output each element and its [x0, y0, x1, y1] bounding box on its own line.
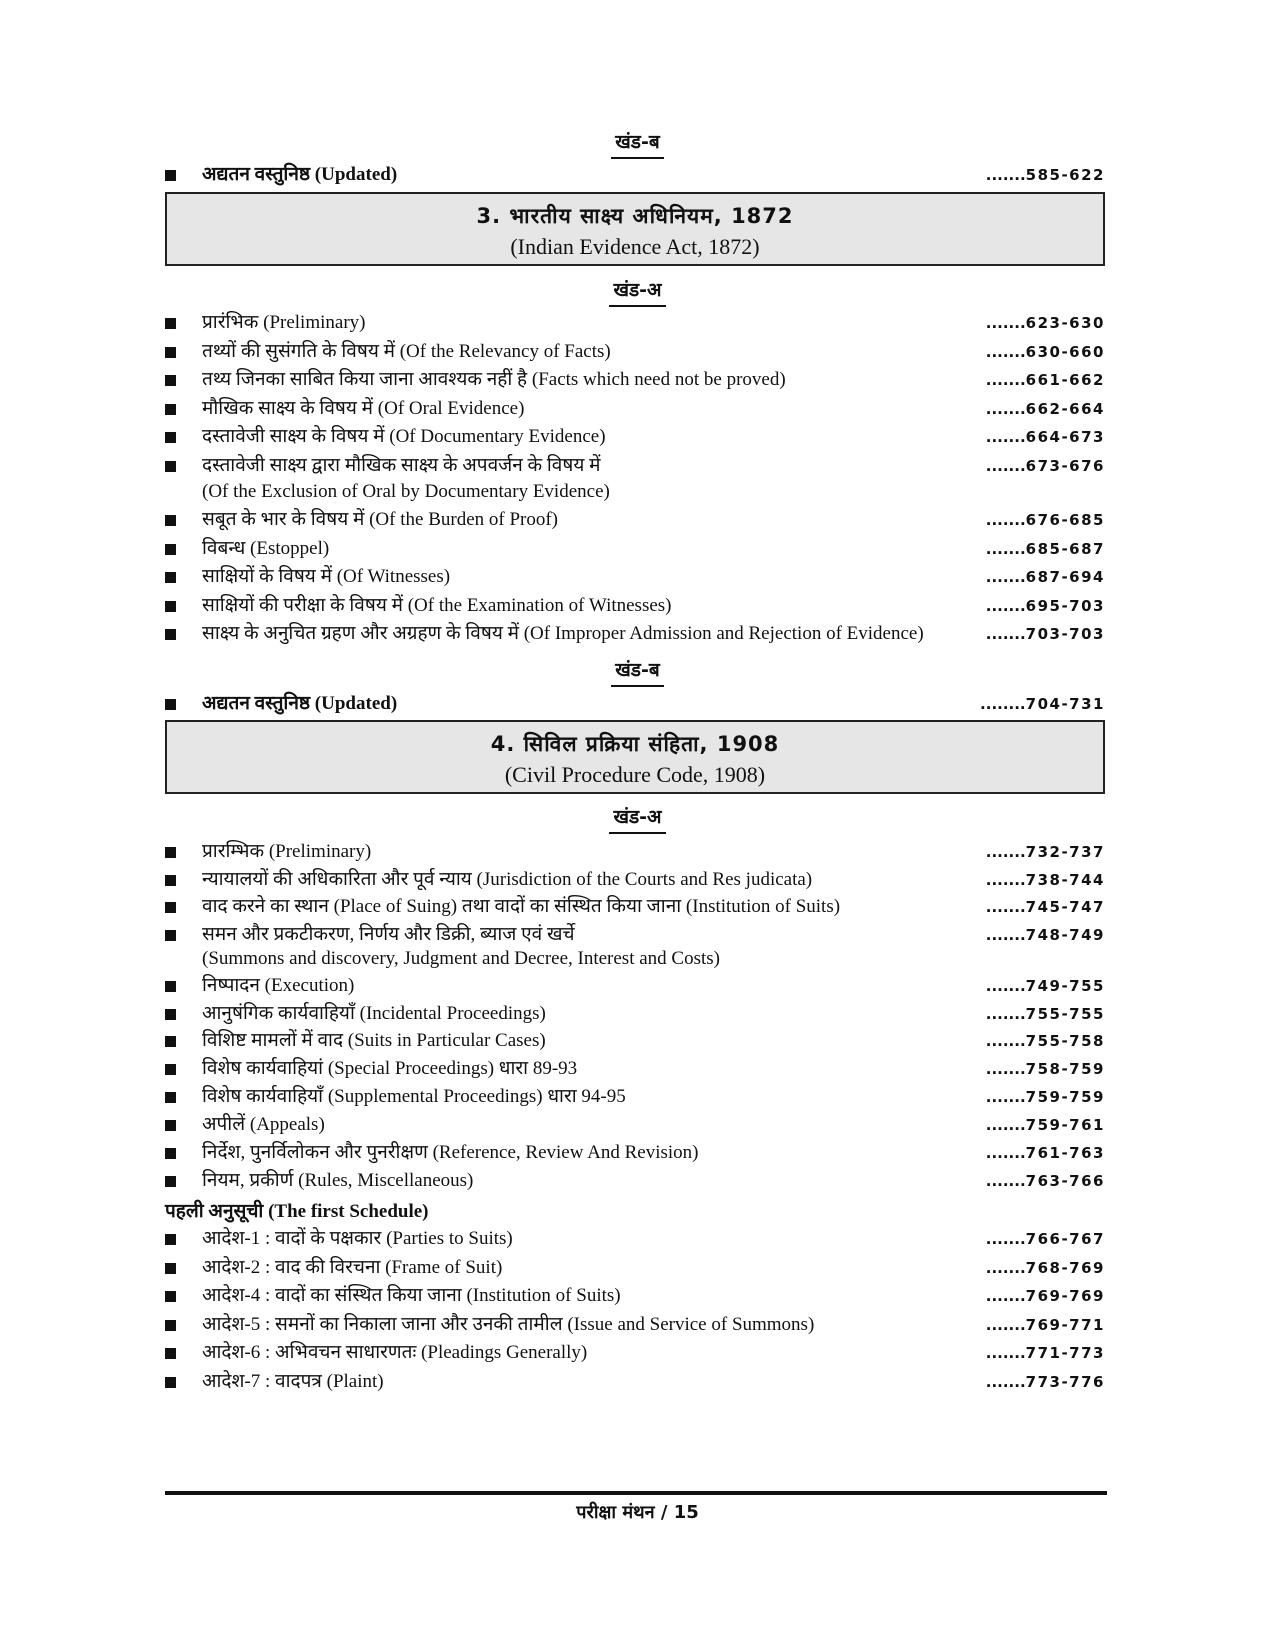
- bullet-icon: [165, 930, 176, 941]
- entry-label: तथ्यों की सुसंगति के विषय में (Of the Relevancy of Facts): [202, 341, 611, 362]
- entry-pages: .......773-776: [985, 1373, 1105, 1391]
- toc-entry-updated[interactable]: [165, 161, 1105, 189]
- entry-pages: .......661-662: [985, 371, 1105, 389]
- entry-pages: ........704-731: [980, 695, 1105, 713]
- entry-pages: .......769-771: [985, 1316, 1105, 1334]
- entry-label: आदेश-2 : वाद की विरचना (Frame of Suit): [202, 1257, 503, 1278]
- entry-label: अपीलें (Appeals): [202, 1114, 325, 1135]
- entry-label: साक्षियों की परीक्षा के विषय में (Of the Examination of Witnesses): [202, 595, 672, 616]
- entry-pages: .......664-673: [985, 428, 1105, 446]
- bullet-icon: [165, 1036, 176, 1047]
- toc-entry[interactable]: [165, 1282, 1105, 1310]
- bullet-icon: [165, 375, 176, 386]
- entry-label: अद्यतन वस्तुनिष्ठ (Updated): [202, 693, 398, 714]
- khand-b-heading: खंड-ब: [0, 656, 1275, 686]
- bullet-icon: [165, 170, 176, 181]
- toc-entry[interactable]: [165, 972, 1105, 1000]
- entry-label: मौखिक साक्ष्य के विषय में (Of Oral Evidence): [202, 398, 525, 419]
- bullet-icon: [165, 601, 176, 612]
- toc-entry[interactable]: [165, 395, 1105, 423]
- entry-pages: .......687-694: [985, 568, 1105, 586]
- bullet-icon: [165, 1120, 176, 1131]
- bullet-icon: [165, 432, 176, 443]
- toc-entry[interactable]: [165, 1055, 1105, 1083]
- toc-entry[interactable]: [165, 1000, 1105, 1028]
- toc-entry[interactable]: [165, 1225, 1105, 1253]
- bullet-icon: [165, 1064, 176, 1075]
- entry-label: वाद करने का स्थान (Place of Suing) तथा वादों का संस्थित किया जाना (Institution of Suits): [202, 896, 841, 917]
- bullet-icon: [165, 404, 176, 415]
- entry-label: आदेश-7 : वादपत्र (Plaint): [202, 1371, 384, 1392]
- toc-entry[interactable]: [165, 1368, 1105, 1396]
- entry-pages: .......769-769: [985, 1287, 1105, 1305]
- entry-pages: .......676-685: [985, 511, 1105, 529]
- entry-pages: .......630-660: [985, 343, 1105, 361]
- footer-rule: [165, 1491, 1107, 1495]
- bullet-icon: [165, 1377, 176, 1388]
- entry-pages: .......755-755: [985, 1005, 1105, 1023]
- khand-b-heading: खंड-ब: [0, 128, 1275, 158]
- entry-label: तथ्य जिनका साबित किया जाना आवश्यक नहीं है (Facts which need not be proved): [202, 369, 786, 390]
- entry-pages: .......761-763: [985, 1144, 1105, 1162]
- toc-entry-updated[interactable]: [165, 690, 1105, 718]
- entry-pages: .......759-759: [985, 1088, 1105, 1106]
- toc-entry[interactable]: [165, 866, 1105, 894]
- entry-label: अद्यतन वस्तुनिष्ठ (Updated): [202, 164, 398, 185]
- bullet-icon: [165, 1148, 176, 1159]
- toc-entry[interactable]: [165, 535, 1105, 563]
- bullet-icon: [165, 461, 176, 472]
- entry-label: विशिष्ट मामलों में वाद (Suits in Particular Cases): [202, 1030, 546, 1051]
- entry-pages: .......695-703: [985, 597, 1105, 615]
- entry-label: साक्ष्य के अनुचित ग्रहण और अग्रहण के विषय में (Of Improper Admission and Rejection of Evidence): [202, 623, 924, 644]
- entry-pages: .......703-703: [985, 625, 1105, 643]
- entry-label: विशेष कार्यवाहियाँ (Supplemental Proceedings) धारा 94-95: [202, 1086, 626, 1107]
- entry-label: आदेश-4 : वादों का संस्थित किया जाना (Institution of Suits): [202, 1285, 621, 1306]
- bullet-icon: [165, 515, 176, 526]
- toc-entry[interactable]: [165, 1167, 1105, 1195]
- bullet-icon: [165, 699, 176, 710]
- bullet-icon: [165, 1234, 176, 1245]
- toc-entry[interactable]: [165, 1111, 1105, 1139]
- toc-entry[interactable]: [165, 620, 1105, 648]
- toc-entry[interactable]: [165, 1027, 1105, 1055]
- entry-pages: .......763-766: [985, 1172, 1105, 1190]
- entry-label: साक्षियों के विषय में (Of Witnesses): [202, 566, 451, 587]
- entry-pages: .......768-769: [985, 1259, 1105, 1277]
- entry-pages: .......749-755: [985, 977, 1105, 995]
- bullet-icon: [165, 347, 176, 358]
- toc-entry[interactable]: [165, 338, 1105, 366]
- entry-label: निर्देश, पुनर्विलोकन और पुनरीक्षण (Reference, Review And Revision): [202, 1142, 699, 1163]
- bullet-icon: [165, 981, 176, 992]
- chapter-title-hindi: 3. भारतीय साक्ष्य अधिनियम, 1872: [476, 204, 794, 228]
- entry-label: दस्तावेजी साक्ष्य द्वारा मौखिक साक्ष्य के अपवर्जन के विषय में: [202, 455, 601, 476]
- entry-label: निष्पादन (Execution): [202, 975, 355, 996]
- entry-pages: .......758-759: [985, 1060, 1105, 1078]
- bullet-icon: [165, 847, 176, 858]
- bullet-icon: [165, 1092, 176, 1103]
- entry-label: आदेश-5 : समनों का निकाला जाना और उनकी तामील (Issue and Service of Summons): [202, 1314, 815, 1335]
- bullet-icon: [165, 544, 176, 555]
- entry-label: प्रारंभिक (Preliminary): [202, 312, 366, 333]
- chapter-title-hindi: 4. सिविल प्रक्रिया संहिता, 1908: [490, 732, 780, 756]
- bullet-icon: [165, 1263, 176, 1274]
- entry-label: सबूत के भार के विषय में (Of the Burden of Proof): [202, 509, 559, 530]
- toc-entry[interactable]: [165, 1139, 1105, 1167]
- chapter-title-box: [165, 192, 1105, 266]
- bullet-icon: [165, 1320, 176, 1331]
- entry-pages: .......685-687: [985, 540, 1105, 558]
- entry-pages: .......623-630: [985, 314, 1105, 332]
- bullet-icon: [165, 1348, 176, 1359]
- toc-entry[interactable]: [165, 1311, 1105, 1339]
- toc-entry[interactable]: [165, 1083, 1105, 1111]
- entry-label-continuation: (Of the Exclusion of Oral by Documentary Evidence): [202, 481, 610, 502]
- entry-label: विशेष कार्यवाहियां (Special Proceedings) धारा 89-93: [202, 1058, 578, 1079]
- toc-entry[interactable]: [165, 309, 1105, 337]
- toc-entry[interactable]: [165, 1254, 1105, 1282]
- bullet-icon: [165, 875, 176, 886]
- entry-pages: .......585-622: [985, 166, 1105, 184]
- toc-entry[interactable]: [165, 423, 1105, 451]
- toc-entry[interactable]: [165, 1339, 1105, 1367]
- entry-label-continuation: (Summons and discovery, Judgment and Decree, Interest and Costs): [202, 948, 720, 969]
- bullet-icon: [165, 1009, 176, 1020]
- entry-label: विबन्ध (Estoppel): [202, 538, 330, 559]
- entry-pages: .......662-664: [985, 400, 1105, 418]
- toc-entry[interactable]: [165, 366, 1105, 394]
- first-schedule-heading: पहली अनुसूची (The first Schedule): [165, 1201, 429, 1222]
- entry-pages: .......755-758: [985, 1032, 1105, 1050]
- bullet-icon: [165, 572, 176, 583]
- entry-pages: .......766-767: [985, 1230, 1105, 1248]
- toc-entry[interactable]: [165, 563, 1105, 591]
- entry-label: न्यायालयों की अधिकारिता और पूर्व न्याय (Jurisdiction of the Courts and Res judicata): [202, 869, 813, 890]
- khand-a-heading: खंड-अ: [0, 803, 1275, 833]
- bullet-icon: [165, 318, 176, 329]
- entry-pages: .......771-773: [985, 1344, 1105, 1362]
- bullet-icon: [165, 1176, 176, 1187]
- page-footer: परीक्षा मंथन / 15: [576, 1502, 699, 1523]
- entry-pages: .......759-761: [985, 1116, 1105, 1134]
- bullet-icon: [165, 1291, 176, 1302]
- bullet-icon: [165, 629, 176, 640]
- entry-label: आनुषंगिक कार्यवाहियाँ (Incidental Proceedings): [202, 1003, 546, 1024]
- toc-entry[interactable]: [165, 592, 1105, 620]
- chapter-title-english: (Civil Procedure Code, 1908): [504, 762, 766, 787]
- toc-entry[interactable]: [165, 452, 1105, 480]
- chapter-title-english: (Indian Evidence Act, 1872): [510, 234, 760, 259]
- entry-label: प्रारम्भिक (Preliminary): [202, 841, 372, 862]
- toc-entry[interactable]: [165, 506, 1105, 534]
- entry-pages: .......732-737: [985, 843, 1105, 861]
- entry-pages: .......745-747: [985, 898, 1105, 916]
- entry-label: समन और प्रकटीकरण, निर्णय और डिक्री, ब्याज एवं खर्चे: [202, 924, 575, 945]
- khand-a-heading: खंड-अ: [0, 276, 1275, 306]
- toc-entry[interactable]: [165, 838, 1105, 866]
- entry-label: आदेश-1 : वादों के पक्षकार (Parties to Suits): [202, 1228, 513, 1249]
- entry-label: दस्तावेजी साक्ष्य के विषय में (Of Documentary Evidence): [202, 426, 606, 447]
- entry-label: आदेश-6 : अभिवचन साधारणतः (Pleadings Generally): [202, 1342, 588, 1363]
- toc-entry[interactable]: [165, 893, 1105, 921]
- chapter-title-box: [165, 720, 1105, 794]
- entry-pages: .......748-749: [985, 926, 1105, 944]
- entry-pages: .......738-744: [985, 871, 1105, 889]
- bullet-icon: [165, 902, 176, 913]
- entry-label: नियम, प्रकीर्ण (Rules, Miscellaneous): [202, 1170, 474, 1191]
- entry-pages: .......673-676: [985, 457, 1105, 475]
